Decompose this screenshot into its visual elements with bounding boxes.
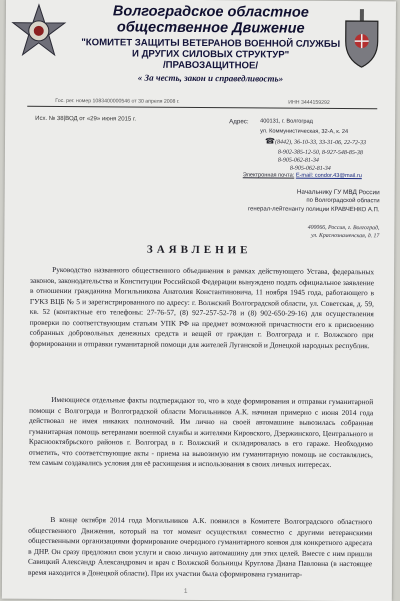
phone-line3: 8-905-062-81-34 (277, 157, 319, 164)
committee-emblem-icon (8, 3, 70, 61)
body-paragraph-3: В конце октября 2014 года Могильников А.К. появился в Комитете Волгоградского областного общественного Движения, который на тот момент осуществлял совместно с другими ветеранскими общественными организациями формирование очередного гуманитарного конвоя для конкретного адресата в ДНР. Он сразу предложил свои услуги и свою личную автомашину для этих целей. Вместе с ним пришли Савицкий Александр Александрович и врач с Волжской больницы Круглова Диана Павловна (в настоящее время находится в Донецкой области). При их участии была сформирована гуманитар- (27, 514, 373, 579)
header-divider (27, 106, 377, 109)
committee-name-line2: И ДРУГИХ СИЛОВЫХ СТРУКТУР" (132, 48, 290, 61)
recipient-address-line1: 400066, Россия, г. Волгоград, (307, 224, 380, 232)
phone-line4: 8-905-062-81-34 (289, 165, 331, 172)
address-line2: ул. Коммунистическая, 32-А, к. 24 (260, 128, 349, 136)
motto: « За честь, закон и справедливость» (137, 72, 284, 84)
page-number: 1 (183, 587, 188, 595)
address-label: Адрес: (229, 118, 249, 126)
document-title: ЗАЯВЛЕНИЕ (146, 243, 252, 257)
recipient-line2: по Волгоградской области (306, 197, 380, 205)
recipient-line1: Начальнику ГУ МВД России (296, 188, 380, 197)
letter-page (2, 0, 396, 601)
committee-name-line1: "КОМИТЕТ ЗАЩИТЫ ВЕТЕРАНОВ ВОЕННОЙ СЛУЖБЫ (81, 37, 341, 50)
email-label: Электронная почта: (242, 172, 295, 179)
registration-number: Гос. рег. номер 1083400000546 от 30 апреля 2008 г. (55, 97, 180, 105)
inn-number: ИНН 3444159292 (288, 99, 330, 106)
phone-icon: ☎ (264, 136, 276, 146)
phone-line1: (8442), 36-10-33, 33-31-06, 22-72-33 (274, 139, 367, 147)
outgoing-number: Исх. № 38|ВОД от «29» июня 2015 г. (35, 115, 137, 123)
recipient-line3: генерал-лейтенанту полиции КРАВЧЕНКО А.П. (247, 206, 380, 214)
email-address[interactable]: E-mail: condor.43@mail.ru (295, 172, 362, 180)
phone-line2: 8-902-385-12-50, 8-927-548-85-38 (277, 149, 363, 157)
recipient-address-line2: ул. Краснознаменская, д. 17 (311, 232, 380, 240)
org-name-line1: Волгоградское областное (112, 3, 309, 21)
committee-name-line3: /ПРАВОЗАЩИТНОЕ/ (162, 59, 259, 72)
body-paragraph-1: Руководство названного общественного объединения в рамках действующего Устава, федеральных законов, законодательства и Конституции Российской Федерации вынуждено подать официальное заявление в отношении гражданина Могильникова Анатолия Константиновича, 11 ноября 1945 года, работающего в ГУКЗ ВЦБ № 5 и зарегистрированного по адресу: г. Волжский Волгоградской области, ул. Советская, д. 59, кв. 52 (контактные его телефоны: 27-76-57, (8) 927-257-52-78 и (8) 902-650-29-16) для осуществления проверки по соответствующим статьям УПК РФ на предмет возможной причастности его к присвоению собранных добровольных денежных средств и вещей от граждан г. Волгограда и г. Волжского при формировании и отправки гуманитарной помощи для жителей Луганской и Донецкой народных республик. (29, 264, 375, 350)
address-line1: 400131, г. Волгоград (260, 118, 313, 125)
email-line (243, 172, 362, 179)
shield-sword-emblem-icon (340, 7, 384, 71)
org-name-line2: общественное Движение (116, 19, 305, 37)
body-paragraph-2: Имеющиеся отдельные факты подтверждают то, что в ходе формирования и отправки гуманитарной помощи с Волгограда и Волгоградской области Могильников А.К. начиная примерно с июня 2014 года действовал не имея никаких полномочий. Им лично на своей автомашине вывозилась собранная гуманитарная помощь ветеранами военной службы и жителями Кировского, Дзержинского, Центрального и Краснооктябрьского районов г. Волгоград в г. Волжский и складировалась в его гараже. Необходимо отметить, что соответствующие акты - приема на вывозимую им гуманитарную помощь не составлялись, тем самым создавались условия для её расхищения и использования в своих личных интересах. (28, 394, 374, 469)
